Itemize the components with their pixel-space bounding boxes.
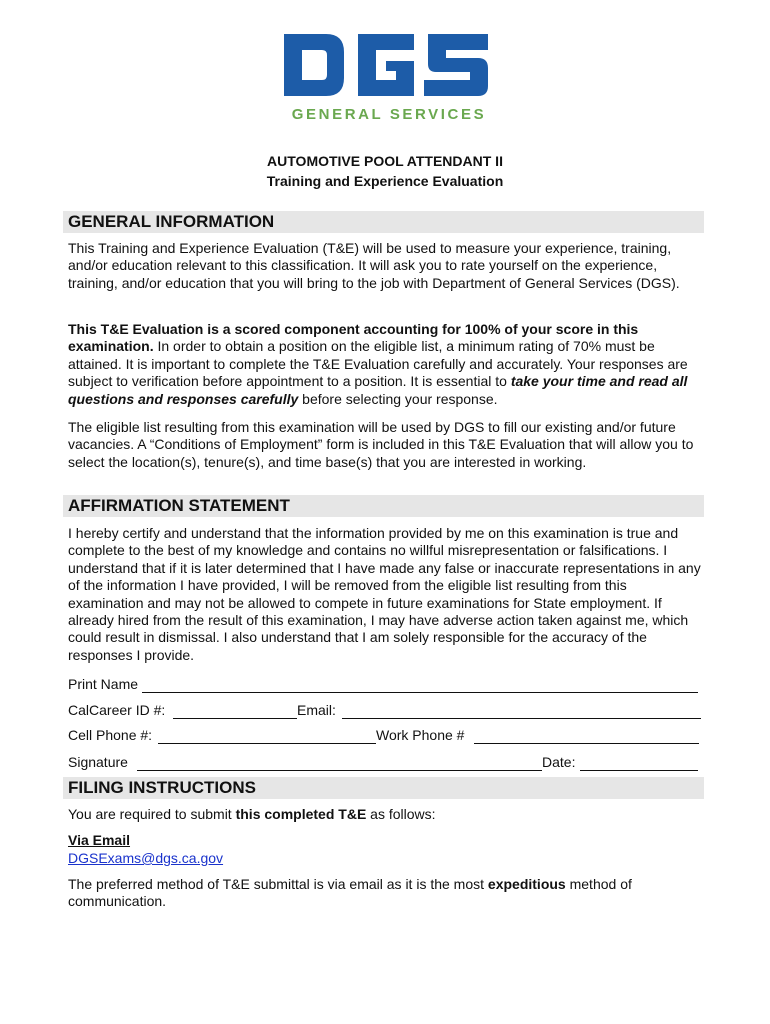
work-phone-label: Work Phone # [376,727,465,743]
signature-field[interactable] [137,770,542,771]
cell-phone-label: Cell Phone #: [68,727,153,743]
logo-subtext: GENERAL SERVICES [291,106,487,123]
print-name-field[interactable] [142,692,698,693]
signature-label: Signature [68,754,128,770]
calcareer-id-label: CalCareer ID #: [68,702,166,718]
dgs-logo [284,28,494,124]
rating-requirement-text: In order to obtain a position on the eligible list, a minimum rating of 70% must be attained. It is important to complete the T&E Evaluation carefully and accurately. Your responses are subject to verification before appointment to a position. It is essential to [68,338,688,390]
phone-row [68,727,704,746]
affirmation-heading: AFFIRMATION STATEMENT [68,496,290,515]
preferred-end: method of communication. [68,876,632,910]
work-phone-field[interactable] [474,743,699,744]
filing-intro-start: You are required to submit [68,806,236,822]
email-field[interactable] [342,718,701,719]
paragraph-ending: before selecting your response. [298,390,498,407]
preferred-start: The preferred method of T&E submittal is via email as it is the most [68,876,488,892]
general-info-paragraph-1: This Training and Experience Evaluation (T&E) will be used to measure your experience, training, and/or education relevant to this classification. It will ask you to rate yourself on the experience, training, and/or education that you will bring to the job with Department of General Services (DGS). [68,240,680,291]
date-field[interactable] [580,770,698,771]
filing-instructions-bar [63,777,704,799]
careful-reading-emphasis: take your time and read all questions and responses carefully [68,373,688,407]
dgs-exams-email-link[interactable]: DGSExams@dgs.ca.gov [68,850,224,866]
print-name-row [68,676,704,695]
score-statement: This T&E Evaluation is a scored component accounting for 100% of your score in this examination. [68,321,639,355]
via-email-heading: Via Email [68,832,131,848]
expeditious-bold: expeditious [487,876,566,892]
filing-intro-bold: this completed T&E [235,806,367,822]
signature-row [68,754,704,773]
filing-instructions-heading: FILING INSTRUCTIONS [68,778,256,797]
affirmation-text: I hereby certify and understand that the information provided by me on this examination is true and complete to the best of my knowledge and contains no willful misrepresentation or falsifications. I understand that if it is later determined that I have made any false or inaccurate representations in any of the information I have provided, I will be removed from the eligible list resulting from this examination and may not be allowed to compete in future examinations for State employment. If already hired from the result of this examination, I may have adverse action taken against me, which could result in dismissal. I also understand that I am solely responsible for the accuracy of the responses I provide. [68,525,701,663]
email-label: Email: [297,702,336,718]
calcareer-id-field[interactable] [173,718,297,719]
id-email-row [68,702,704,721]
cell-phone-field[interactable] [158,743,376,744]
email-link-row [68,850,704,867]
general-information-heading: GENERAL INFORMATION [68,212,275,231]
general-info-paragraph-3: The eligible list resulting from this examination will be used by DGS to fill our existing and/or future vacancies. A “Conditions of Employment” form is included in this T&E Evaluation that will allow you to select the location(s), tenure(s), and time base(s) that you are interested in working. [68,419,694,470]
document-title: AUTOMOTIVE POOL ATTENDANT II [267,153,503,169]
filing-intro-end: as follows: [366,806,436,822]
affirmation-bar [63,495,704,517]
general-info-paragraph-2 [68,321,704,408]
print-name-label: Print Name [68,676,139,692]
preferred-method-text [68,876,704,911]
filing-intro [68,806,704,823]
document-subtitle: Training and Experience Evaluation [266,173,504,189]
date-label: Date: [542,754,576,770]
general-information-bar [63,211,704,233]
